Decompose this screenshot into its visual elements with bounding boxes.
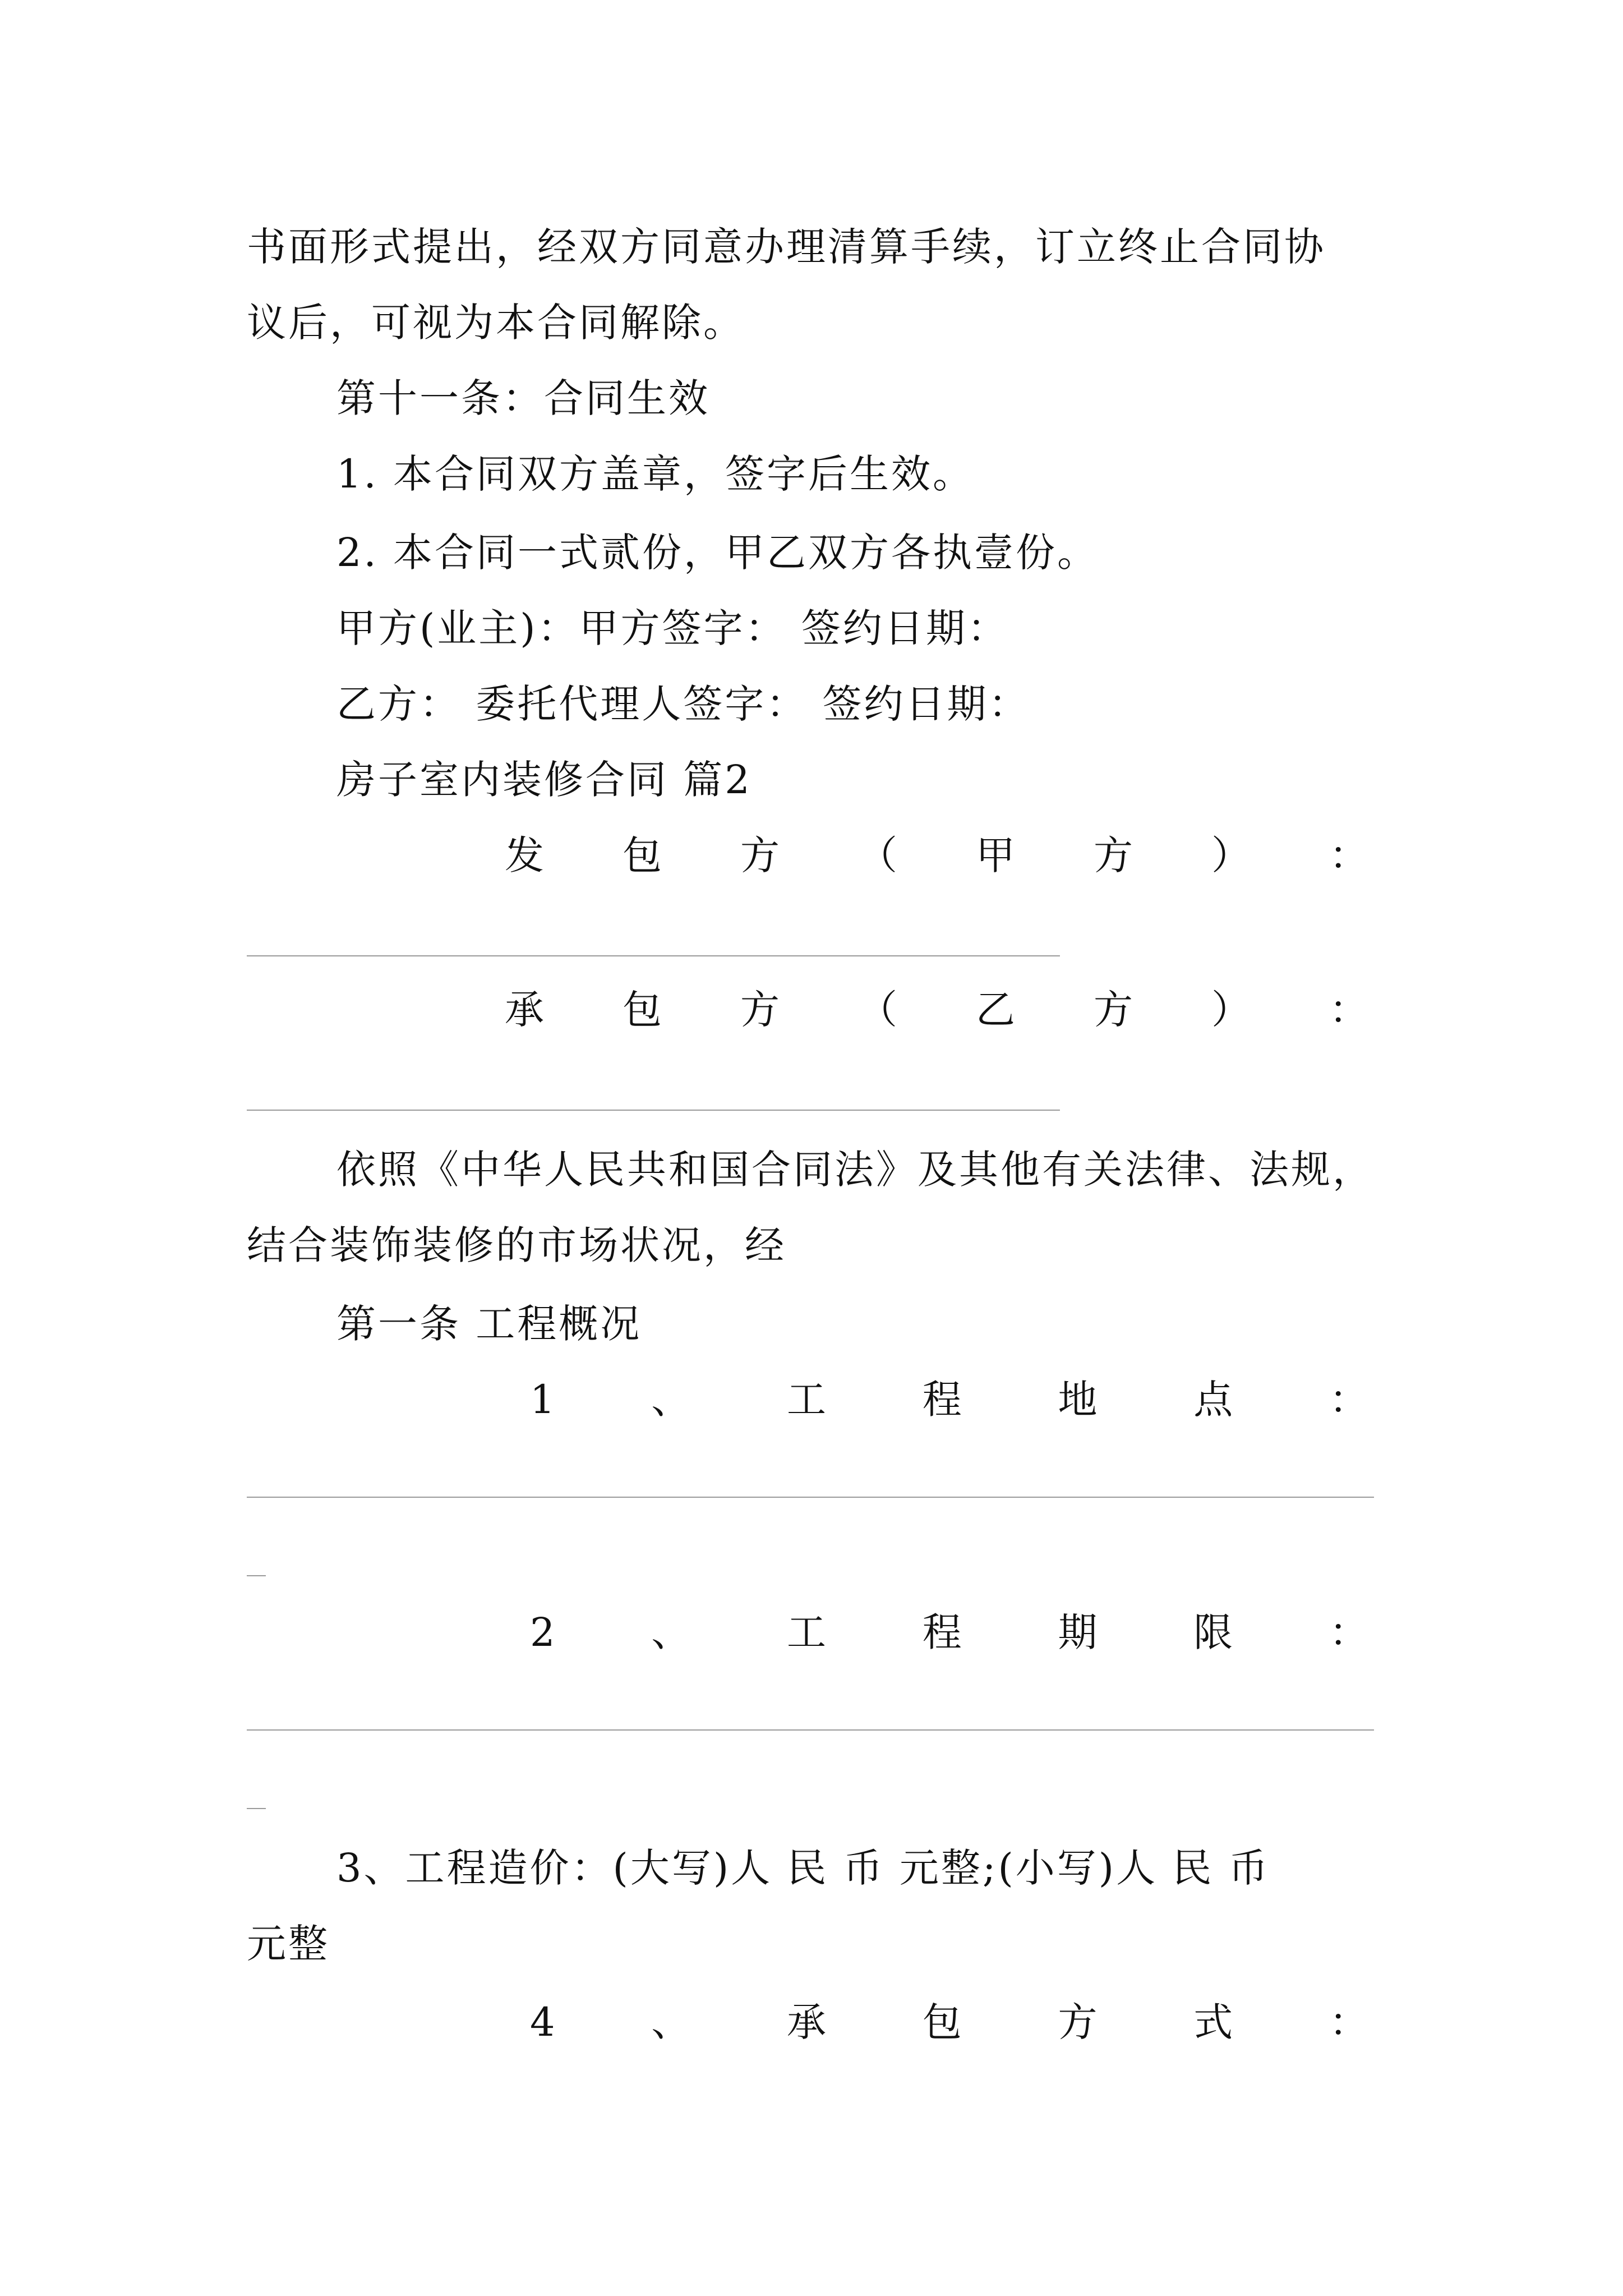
char: ：	[1329, 1609, 1368, 1655]
char: 方	[1094, 832, 1133, 878]
item-2-blank-line-tail	[247, 1808, 266, 1809]
char: 期	[1058, 1609, 1098, 1655]
char: 程	[922, 1609, 962, 1655]
item-4-contract-mode	[530, 2000, 1368, 2045]
item-1-blank-line-tail	[247, 1575, 266, 1576]
char: 甲	[976, 832, 1015, 878]
article-11-item-1: 1. 本合同双方盖章，签字后生效。	[336, 451, 975, 497]
item-1-blank-line	[247, 1497, 1374, 1498]
char: 式	[1193, 1999, 1233, 2045]
section-2-title: 房子室内装修合同 篇2	[336, 757, 752, 803]
char: 方	[740, 987, 780, 1033]
article-11-item-2: 2. 本合同一式贰份，甲乙双方各执壹份。	[336, 530, 1099, 576]
char: 限	[1193, 1609, 1233, 1655]
party-b-blank-line	[247, 1110, 1060, 1111]
char: ：	[1329, 1377, 1368, 1423]
signature-line-party-b: 乙方： 委托代理人签字： 签约日期：	[336, 681, 1030, 727]
char: 工	[787, 1609, 827, 1655]
char: 1	[530, 1377, 555, 1423]
paragraph-line: 书面形式提出，经双方同意办理清算手续，订立终止合同协	[247, 224, 1326, 270]
char: 、	[651, 1999, 691, 2045]
item-2-blank-line	[247, 1729, 1374, 1731]
char: 、	[651, 1609, 691, 1655]
char: 方	[1058, 1999, 1098, 2045]
char: 2	[530, 1609, 555, 1655]
char: 、	[651, 1377, 691, 1423]
char: ：	[1329, 1999, 1368, 2045]
char: ）	[1211, 987, 1251, 1033]
item-1-project-location	[530, 1377, 1368, 1422]
item-3-project-cost-cont: 元整	[247, 1921, 330, 1967]
char: 包	[623, 987, 662, 1033]
basis-paragraph-line: 结合装饰装修的市场状况，经	[247, 1222, 786, 1268]
party-a-label	[505, 833, 1368, 878]
char: （	[858, 832, 897, 878]
char: 承	[787, 1999, 827, 2045]
signature-line-party-a: 甲方(业主)：甲方签字： 签约日期：	[336, 605, 1009, 651]
char: ）	[1211, 832, 1251, 878]
char: 方	[1094, 987, 1133, 1033]
article-1-title: 第一条 工程概况	[336, 1301, 642, 1347]
char: 包	[922, 1999, 962, 2045]
char: 地	[1058, 1377, 1098, 1423]
char: 承	[505, 987, 544, 1033]
char: ：	[1329, 987, 1368, 1033]
item-3-project-cost: 3、工程造价：(大写)人 民 币 元整;(小写)人 民 币	[336, 1845, 1270, 1891]
char: 程	[922, 1377, 962, 1423]
char: 4	[530, 1999, 555, 2045]
char: 乙	[976, 987, 1015, 1033]
party-a-blank-line	[247, 955, 1060, 956]
char: 点	[1193, 1377, 1233, 1423]
char: （	[858, 987, 897, 1033]
item-2-project-duration	[530, 1610, 1368, 1655]
char: 工	[787, 1377, 827, 1423]
char: ：	[1329, 832, 1368, 878]
party-b-label	[505, 987, 1368, 1032]
basis-paragraph-line: 依照《中华人民共和国合同法》及其他有关法律、法规，	[336, 1147, 1374, 1193]
char: 方	[740, 832, 780, 878]
char: 发	[505, 832, 544, 878]
char: 包	[623, 832, 662, 878]
article-11-title: 第十一条：合同生效	[336, 375, 710, 421]
paragraph-line: 议后，可视为本合同解除。	[247, 300, 745, 346]
